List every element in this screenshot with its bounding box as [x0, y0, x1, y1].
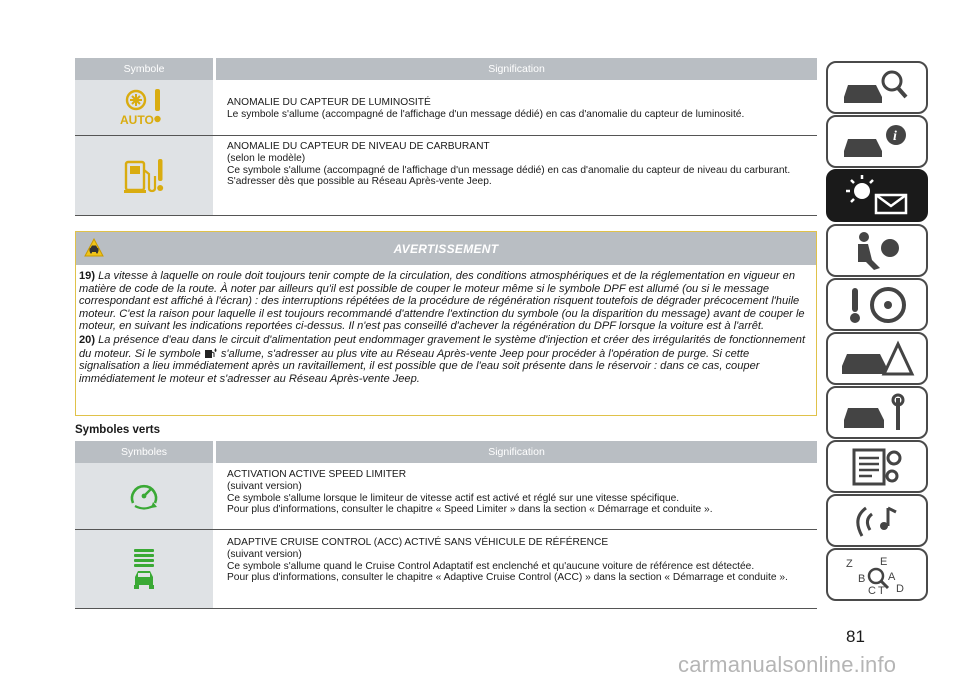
meaning-cell [216, 80, 817, 135]
car-search-icon [832, 65, 922, 111]
row-line: Ce symbole s'allume (accompagné de l'affichage d'un message dédié) en cas d'anomalie du capteur de niveau du carburant. [227, 164, 791, 176]
car-info-icon [832, 119, 922, 165]
sidebar-tab-emergency[interactable] [826, 332, 928, 385]
table-row [75, 80, 817, 136]
row-title: ANOMALIE DU CAPTEUR DE LUMINOSITÉ [227, 97, 431, 108]
row-line: (suivant version) [227, 480, 302, 492]
warning-light-message-icon [832, 173, 922, 219]
row-title: ANOMALIE DU CAPTEUR DE NIVEAU DE CARBURANT [227, 141, 490, 152]
row-title: ADAPTIVE CRUISE CONTROL (ACC) ACTIVÉ SANS VÉHICULE DE RÉFÉRENCE [227, 537, 609, 548]
page-number: 81 [846, 627, 865, 646]
sidebar-tab-car-search[interactable] [826, 61, 928, 114]
speed-limiter-icon [127, 479, 161, 513]
row-title: ACTIVATION ACTIVE SPEED LIMITER [227, 469, 407, 480]
row-line: Pour plus d'informations, consulter le chapitre « Speed Limiter » dans la section « Démarrage et conduite ». [227, 504, 713, 516]
symbols-table-1 [75, 58, 817, 216]
table-header [75, 441, 817, 463]
svg-text:E: E [880, 555, 888, 568]
sidebar-tab-maintenance[interactable] [826, 386, 928, 439]
warning-item-text: s'allume, s'adresser au plus vite au Réseau Après-vente Jeep pour procéder à l'opération de purge. Si cette signalisation a lieu immédiatement après un ravitaillement, il est possible que de l'eau soit présente dans le réservoir : dans ce cas, couper immédiatement le moteur et s'adresser au Réseau Après-vente Jeep. [79, 347, 760, 385]
row-line: (selon le modèle) [227, 152, 306, 164]
watermark: carmanualsonline.info [678, 652, 897, 677]
svg-text:AUTO: AUTO [120, 112, 154, 127]
airbag-seat-icon [832, 228, 922, 274]
warning-item-text: La présence d'eau dans le circuit d'alimentation peut endommager gravement le système d'injection et créer des irrégularités de fonctionnement du moteur. Si le symbole [79, 333, 806, 360]
warning-car-icon [84, 238, 104, 258]
svg-text:Z: Z [846, 557, 853, 570]
column-header-meaning: Signification [216, 441, 817, 463]
acc-no-target-vehicle-icon [129, 547, 159, 591]
svg-text:C: C [868, 584, 876, 597]
meaning-cell [216, 463, 817, 529]
row-line: (suivant version) [227, 548, 302, 560]
table-row [75, 530, 817, 609]
multimedia-icon [832, 498, 922, 544]
row-line: Pour plus d'informations, consulter le chapitre « Adaptive Cruise Control (ACC) » dans la section « Démarrage et conduite ». [227, 572, 788, 584]
symbol-cell [75, 463, 213, 529]
sidebar-tab-multimedia[interactable] [826, 494, 928, 547]
svg-text:T: T [878, 584, 885, 597]
alphabetical-index-icon [832, 552, 922, 598]
fuel-level-sensor-warning-icon [122, 154, 166, 198]
sidebar-tab-safety[interactable] [826, 224, 928, 277]
row-line: Ce symbole s'allume lorsque le limiteur de vitesse actif est activé et réglé sur une vitesse spécifique. [227, 492, 680, 504]
auto-light-sensor-warning-icon [119, 86, 169, 130]
warning-item-19 [79, 270, 811, 333]
column-header-symbol: Symboles [75, 441, 213, 463]
warning-box [75, 231, 817, 416]
sidebar-tab-starting-driving[interactable] [826, 278, 928, 331]
column-header-meaning: Signification [216, 58, 817, 80]
row-text: Le symbole s'allume (accompagné de l'affichage d'un message dédié) en cas d'anomalie du capteur de luminosité. [227, 108, 745, 120]
symbol-cell [75, 80, 213, 135]
warning-item-text: La vitesse à laquelle on roule doit toujours tenir compte de la circulation, des conditions atmosphériques et de la réglementation en vigueur en matière de code de la route. À noter par ailleurs qu'il est possible de couper le moteur même si le symbole DPF est allumé (ou si le message correspondant est affiché à l'écran) : des interruptions répétées de la procédure de régénération risquent toutefois de dégrader précocement l'huile moteur. C'est la raison pour laquelle il est toujours recommandé d'attendre l'extinction du symbole (ou la disparition du message) avant de couper le moteur, en suivant les indications reportées ci-dessus. Il n'est pas conseillé d'achever la régénération du DPF lorsque la voiture est à l'arrêt. [79, 270, 805, 333]
symbols-table-2 [75, 441, 817, 609]
warning-item-20 [79, 334, 811, 385]
symbol-cell [75, 136, 213, 215]
meaning-cell [216, 530, 817, 608]
table-row [75, 136, 817, 216]
sidebar-tab-car-info[interactable] [826, 115, 928, 168]
warning-item-number: 20) [79, 333, 96, 346]
warning-body [76, 265, 816, 385]
warning-item-number: 19) [79, 270, 96, 282]
sidebar-tab-technical-data[interactable] [826, 440, 928, 493]
technical-data-icon [832, 444, 922, 490]
sidebar-tab-warning-lights[interactable] [826, 169, 928, 222]
section-title: Symboles verts [75, 424, 161, 436]
car-maintenance-icon [832, 390, 922, 436]
steering-wheel-key-icon [832, 282, 922, 328]
warning-title: AVERTISSEMENT [393, 241, 499, 256]
svg-text:i: i [893, 128, 897, 144]
row-line: Ce symbole s'allume quand le Cruise Control Adaptatif est enclenché et qu'aucune voiture de référence est détectée. [227, 560, 755, 572]
svg-text:A: A [888, 570, 896, 583]
row-line: S'adresser dès que possible au Réseau Après-vente Jeep. [227, 176, 492, 188]
table-row [75, 463, 817, 530]
meaning-cell [216, 136, 817, 215]
svg-text:D: D [896, 582, 904, 595]
sidebar-tab-index[interactable] [826, 548, 928, 601]
svg-text:B: B [858, 572, 866, 585]
warning-header [76, 232, 816, 265]
car-emergency-icon [832, 336, 922, 382]
column-header-symbol: Symbole [75, 58, 213, 80]
water-in-fuel-icon [204, 347, 218, 359]
table-header [75, 58, 817, 80]
symbol-cell [75, 530, 213, 608]
